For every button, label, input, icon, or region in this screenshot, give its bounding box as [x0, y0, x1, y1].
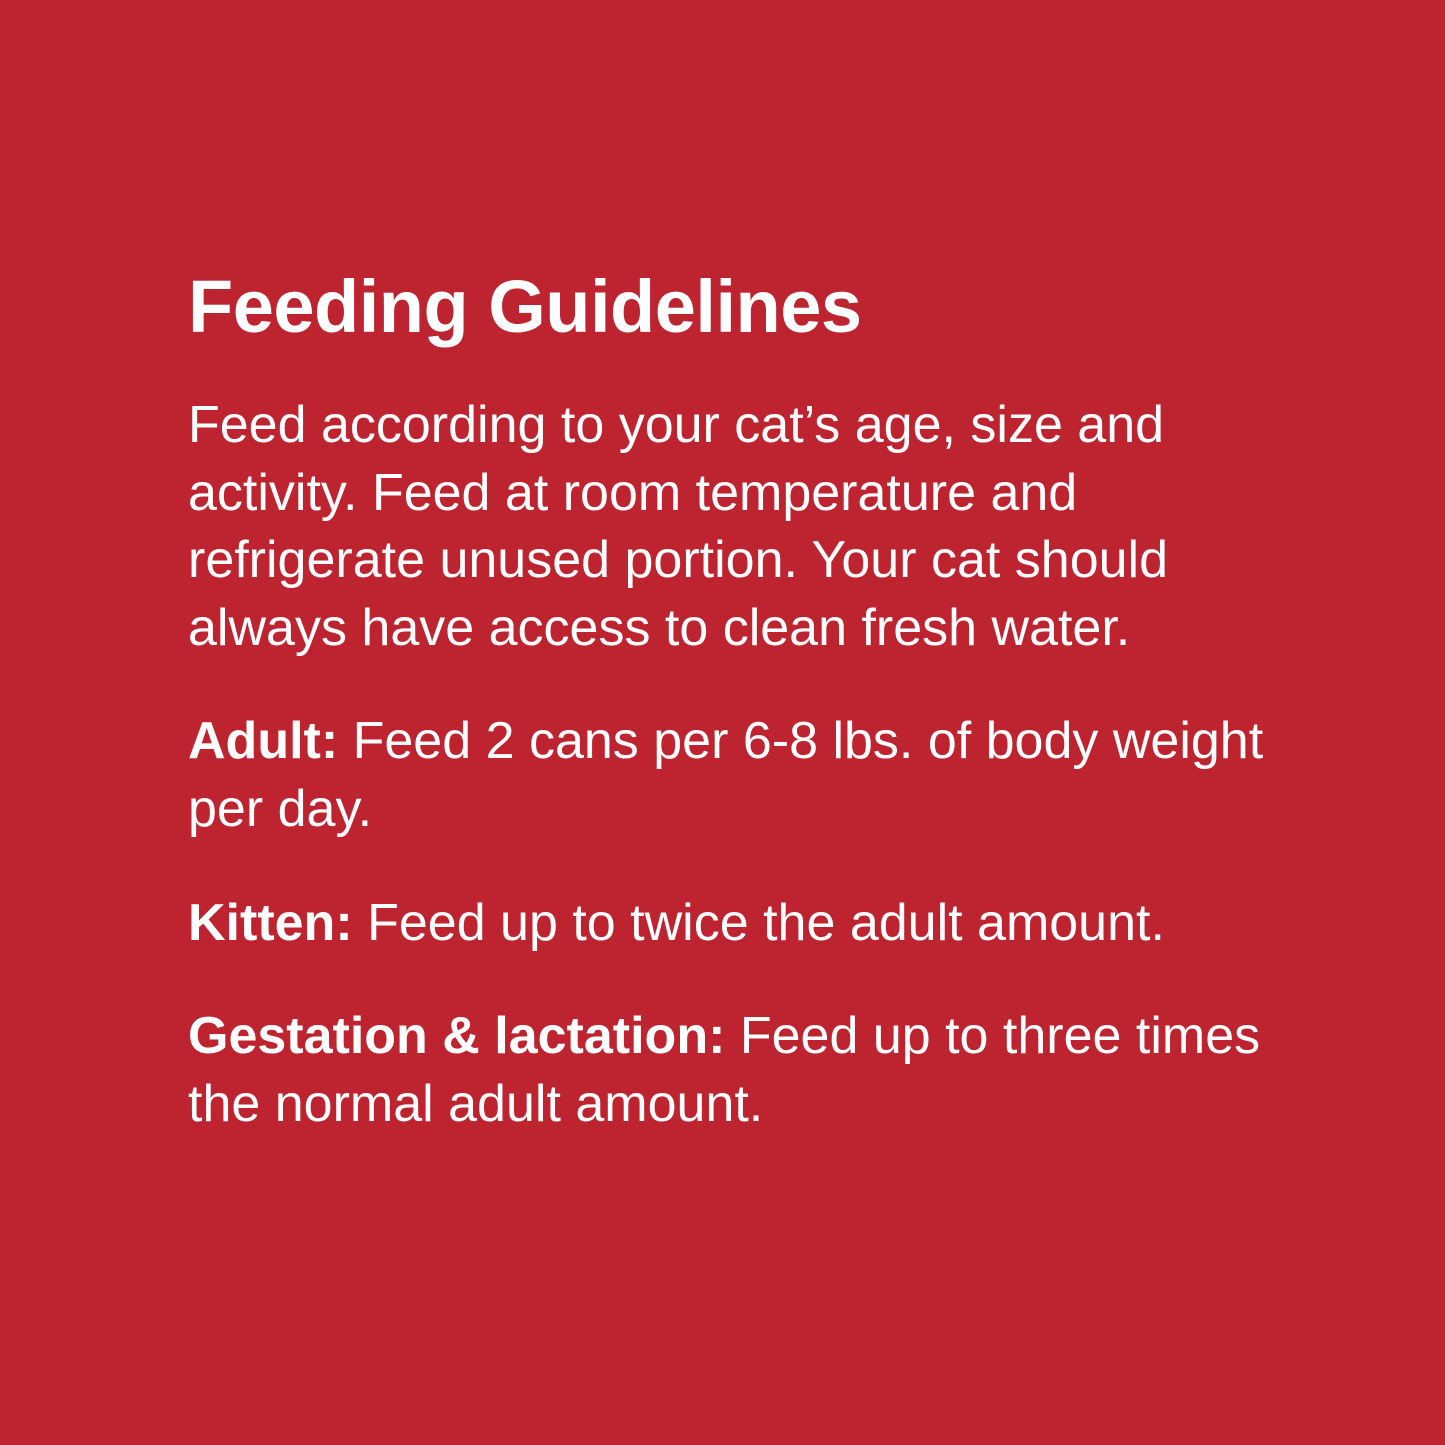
guideline-kitten [188, 890, 1265, 958]
page-title: Feeding Guidelines [188, 265, 862, 348]
guideline-text-adult: Feed 2 cans per 6-8 lbs. of body weight per day. [188, 712, 1264, 838]
guideline-gestation-lactation [188, 1003, 1265, 1138]
guideline-label-gestation-lactation: Gestation & lactation: [188, 1007, 726, 1066]
guideline-text-gestation-lactation: Feed up to three times the normal adult amount. [188, 1007, 1261, 1133]
guideline-adult [188, 708, 1265, 843]
guideline-label-adult: Adult: [188, 712, 339, 771]
guideline-text-kitten: Feed up to twice the adult amount. [352, 893, 1165, 952]
guideline-label-kitten: Kitten: [188, 893, 353, 952]
intro-paragraph: Feed according to your cat’s age, size and activity. Feed at room temperature and refrigerate unused portion. Your cat should always have access to clean fresh water. [188, 396, 1169, 657]
